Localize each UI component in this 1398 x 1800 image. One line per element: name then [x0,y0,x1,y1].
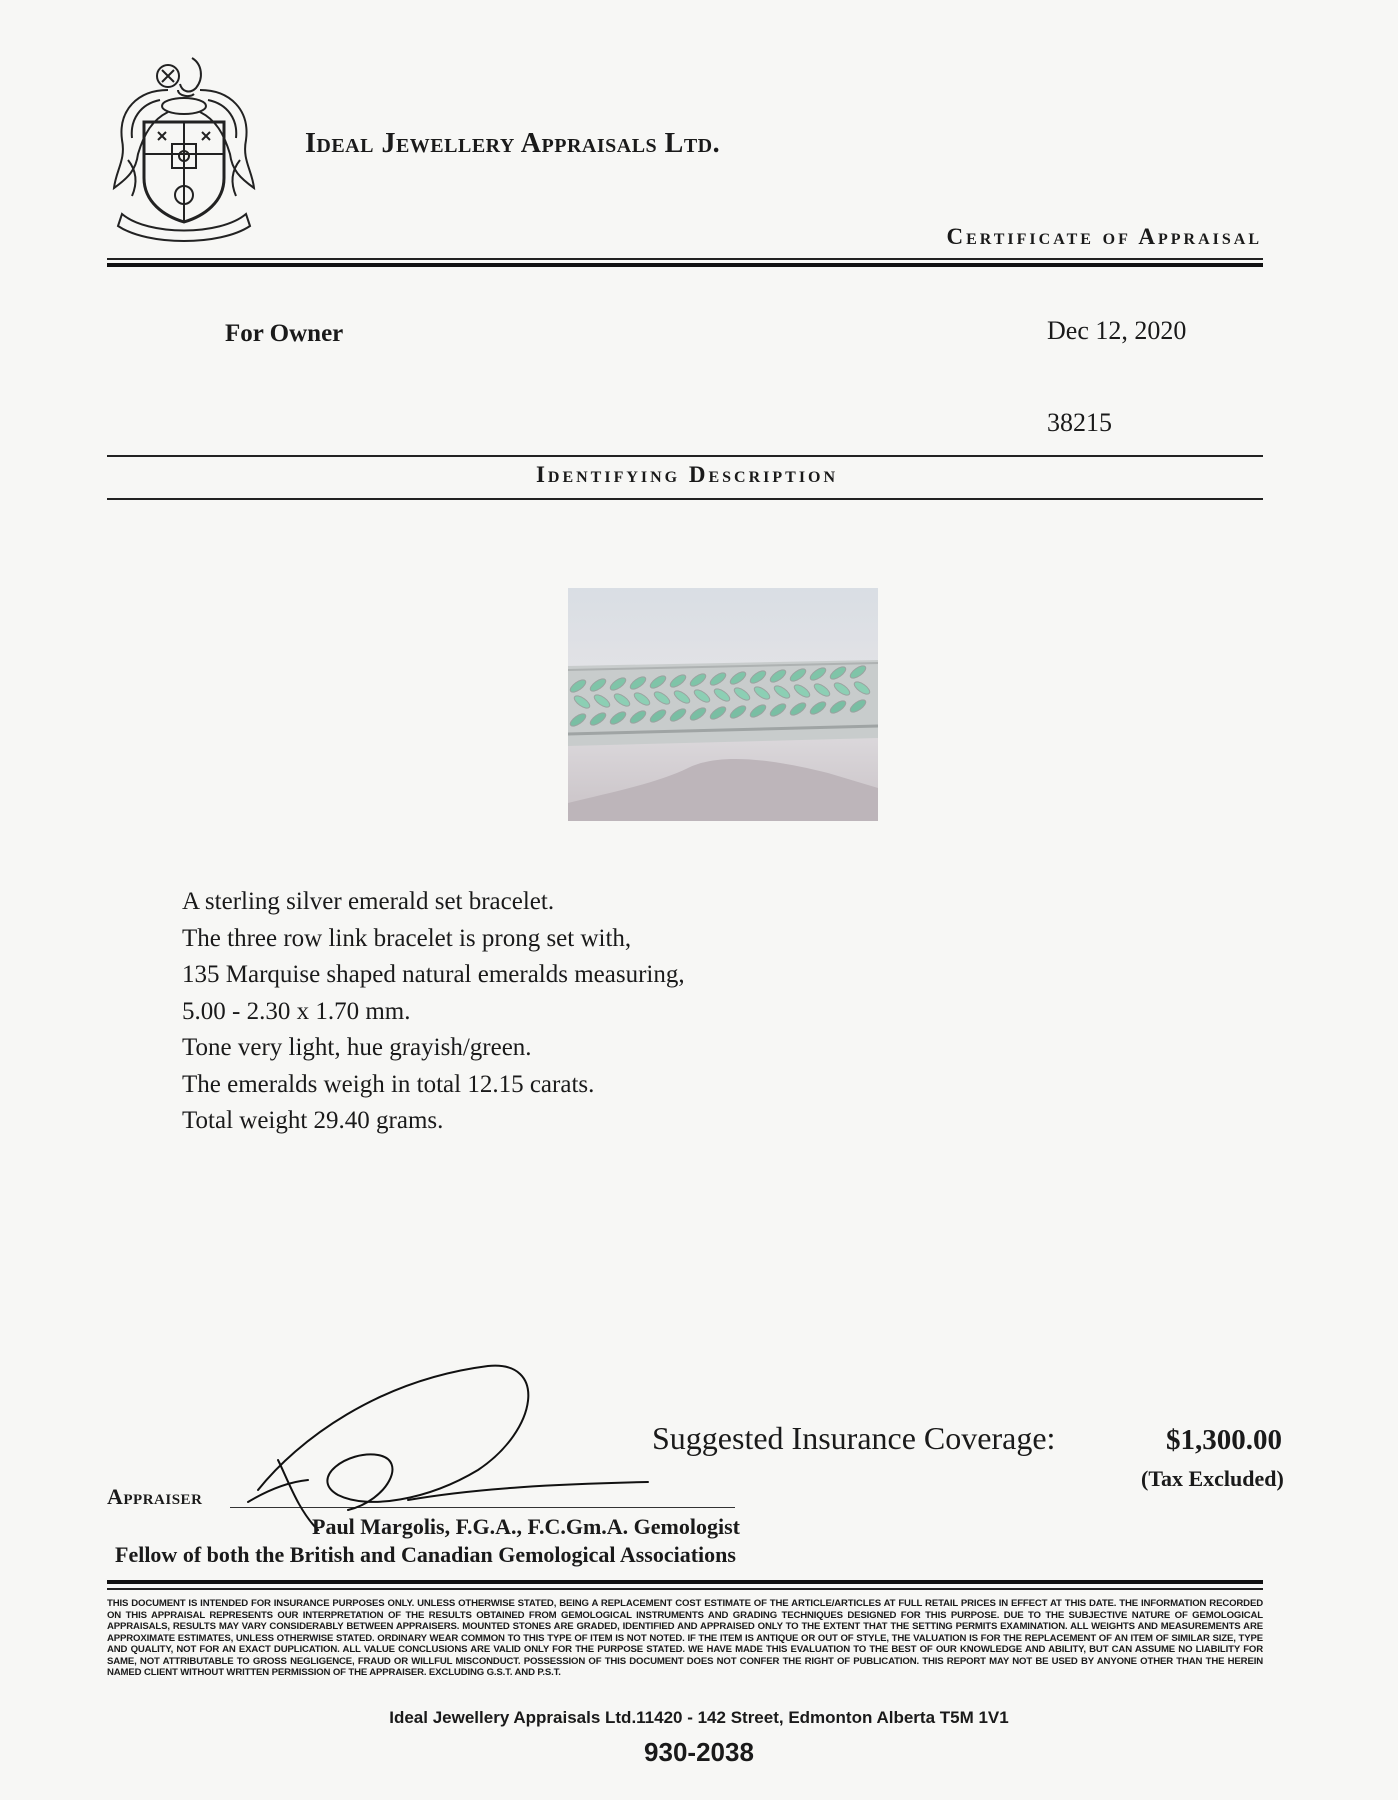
header-rule-thin [107,258,1263,260]
footer-rule-thick [107,1580,1263,1584]
section-title: Identifying Description [535,462,839,487]
bracelet-photo [568,588,878,821]
footer-rule-thin [107,1588,1263,1590]
tax-note: (Tax Excluded) [1141,1466,1284,1491]
footer-address: Ideal Jewellery Appraisals Ltd.11420 - 142 Street, Edmonton Alberta T5M 1V1 [389,1708,1009,1727]
description-line: Tone very light, hue grayish/green. [182,1034,532,1061]
description-line: The three row link bracelet is prong set with, [182,924,632,952]
description-line: 135 Marquise shaped natural emeralds measuring, [182,961,685,988]
section-rule-top [107,455,1263,457]
description-line: A sterling silver emerald set bracelet. [182,888,555,915]
insurance-coverage-amount: $1,300.00 [1166,1424,1282,1456]
description-line: 5.00 - 2.30 x 1.70 mm. [182,997,411,1025]
coat-of-arms-logo [108,50,260,246]
description-line: The emeralds weigh in total 12.15 carats. [182,1070,595,1098]
item-description [182,884,685,1140]
description-line: Total weight 29.40 grams. [182,1107,444,1134]
appraisal-number: 38215 [1047,408,1112,437]
footer-phone: 930-2038 [644,1737,754,1767]
legal-disclaimer: THIS DOCUMENT IS INTENDED FOR INSURANCE PURPOSES ONLY. UNLESS OTHERWISE STATED, BEING A REPLACEMENT COST ESTIMATE OF THE ARTICLE/ARTICLES AT FULL RETAIL PRICES IN EFFECT AT THIS DATE. THE INFORMATION RECORDED ON THIS APPRAISAL REPRESENTS OUR INTERPRETATION OF THE RESULTS OBTAINED FROM GEMOLOGICAL INSTRUMENTS AND GRADING TECHNIQUES DESIGNED FOR THIS PURPOSE. DUE TO THE SUBJECTIVE NATURE OF GEMOLOGICAL APPRAISALS, RESULTS MAY VARY CONSIDERABLY BETWEEN APPRAISERS. MOUNTED STONES ARE GRADED, IDENTIFIED AND APPRAISED ONLY TO THE EXTENT THAT THE SETTING PERMITS EXAMINATION. ALL WEIGHTS AND MEASUREMENTS ARE APPROXIMATE ESTIMATES, UNLESS OTHERWISE STATED. ORDINARY WEAR COMMON TO THIS TYPE OF ITEM IS NOT NOTED. IF THE ITEM IS ANTIQUE OR OUT OF STYLE, THE VALUATION IS FOR THE REPLACEMENT OF AN ITEM OF SIMILAR SIZE, TYPE AND QUALITY, NOT FOR AN EXACT DUPLICATION. ALL VALUE CONCLUSIONS ARE VALID ONLY FOR THE PURPOSE STATED. WE HAVE MADE THIS EVALUATION TO THE BEST OF OUR KNOWLEDGE AND ABILITY, BUT CAN ASSUME NO LIABILITY FOR SAME, NOT ATTRIBUTABLE TO GROSS NEGLIGENCE, FRAUD OR WILLFUL MISCONDUCT. POSSESSION OF THIS DOCUMENT DOES NOT CONFER THE RIGHT OF PUBLICATION. THIS REPORT MAY NOT BE USED BY ANYONE OTHER THAN THE HEREIN NAMED CLIENT WITHOUT WRITTEN PERMISSION OF THE APPRAISER. EXCLUDING G.S.T. AND P.S.T. [107,1598,1263,1678]
appraiser-label: Appraiser [107,1484,203,1509]
section-rule-bottom [107,498,1263,500]
document-type-title: Certificate of Appraisal [946,224,1262,249]
appraiser-name: Paul Margolis, F.G.A., F.C.Gm.A. Gemologist [312,1514,740,1539]
appraiser-credentials: Fellow of both the British and Canadian Gemological Associations [115,1542,736,1567]
owner-label: For Owner [225,320,344,347]
header-rule-thick [107,263,1263,267]
company-name: Ideal Jewellery Appraisals Ltd. [305,128,721,159]
insurance-coverage-label: Suggested Insurance Coverage: [652,1420,1056,1456]
appraisal-date: Dec 12, 2020 [1047,316,1187,345]
